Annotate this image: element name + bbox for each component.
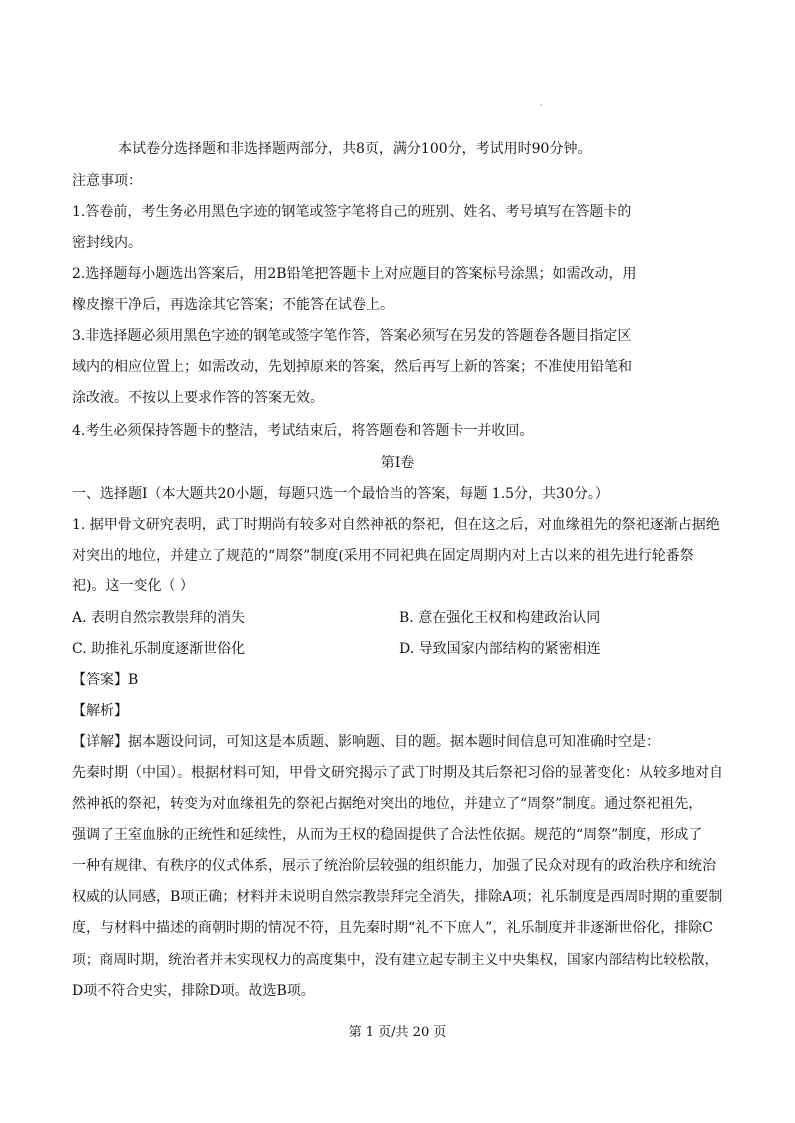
question-stem: 1. 据甲骨文研究表明，武丁时期尚有较多对自然神祇的祭祀，但在这之后，对血缘祖先的祭祀逐渐占据绝	[72, 517, 720, 533]
notice-line: 域内的相应位置上；如需改动，先划掉原来的答案，然后再写上新的答案；不准使用铅笔和	[72, 359, 632, 375]
option-a: A. 表明自然宗教崇拜的消失	[72, 610, 246, 626]
analysis-label: 【解析】	[72, 703, 128, 719]
detail-line: 强调了王室血脉的正统性和延续性，从而为王权的稳固提供了合法性依据。规范的“周祭”制度，形成了	[72, 827, 703, 843]
volume-title: 第Ⅰ卷	[380, 455, 415, 471]
notice-line: 2.选择题每小题选出答案后，用2B铅笔把答题卡上对应题目的答案标号涂黑；如需改动，用	[72, 266, 637, 282]
answer-value: B	[128, 672, 139, 688]
page-footer: 第 1 页/共 20 页	[348, 1025, 447, 1040]
option-d: D. 导致国家内部结构的紧密相连	[399, 641, 601, 657]
notice-line: 密封线内。	[72, 235, 142, 251]
detail-line: 权威的认同感，B项正确；材料并未说明自然宗教崇拜完全消失，排除A项；礼乐制度是西周时期的重要制	[72, 889, 723, 905]
option-c: C. 助推礼乐制度逐渐世俗化	[72, 641, 246, 657]
detail-line: D项不符合史实，排除D项。故选B项。	[72, 983, 315, 999]
notice-line: 橡皮擦干净后，再选涂其它答案；不能答在试卷上。	[72, 297, 394, 313]
detail-line: 先秦时期（中国）。根据材料可知，甲骨文研究揭示了武丁时期及其后祭祀习俗的显著变化：从较多地对自	[72, 765, 723, 781]
detail-line: 【详解】据本题设问词，可知这是本质题、影响题、目的题。据本题时间信息可知准确时空是：	[72, 734, 660, 750]
scan-mark	[540, 104, 543, 106]
question-stem: 对突出的地位，并建立了规范的“周祭”制度(采用不同祀典在固定周期内对上古以来的祖先进行轮番祭	[72, 548, 694, 564]
detail-line: 然神祇的祭祀，转变为对血缘祖先的祭祀占据绝对突出的地位，并建立了“周祭”制度。通过祭祀祖先，	[72, 796, 703, 812]
answer-label: 【答案】	[72, 672, 128, 688]
notice-line: 1.答卷前，考生务必用黑色字迹的钢笔或签字笔将自己的班别、姓名、考号填写在答题卡的	[72, 204, 632, 220]
answer-line	[72, 670, 138, 690]
question-stem: 祀)。这一变化（ ）	[72, 578, 194, 594]
exam-intro: 本试卷分选择题和非选择题两部分，共8页，满分100分，考试用时90分钟。	[118, 141, 592, 157]
detail-line: 度，与材料中描述的商朝时期的情况不符，且先秦时期“礼不下庶人”，礼乐制度并非逐渐世俗化，排除C	[72, 920, 714, 936]
detail-line: 一种有规律、有秩序的仪式体系，展示了统治阶层较强的组织能力，加强了民众对现有的政治秩序和统治	[72, 858, 716, 874]
detail-line: 项；商周时期，统治者并未实现权力的高度集中，没有建立起专制主义中央集权，国家内部结构比较松散，	[72, 952, 719, 968]
section-title: 一、选择题Ⅰ（本大题共20小题，每题只选一个最恰当的答案，每题 1.5分，共30分。）	[72, 486, 609, 502]
notice-title: 注意事项：	[72, 173, 142, 189]
notice-line: 4.考生必须保持答题卡的整洁，考试结束后，将答题卷和答题卡一并收回。	[72, 423, 534, 439]
notice-line: 涂改液。不按以上要求作答的答案无效。	[72, 390, 324, 406]
option-b: B. 意在强化王权和构建政治认同	[399, 610, 601, 626]
notice-line: 3.非选择题必须用黑色字迹的钢笔或签字笔作答，答案必须写在另发的答题卷各题目指定区	[72, 328, 632, 344]
